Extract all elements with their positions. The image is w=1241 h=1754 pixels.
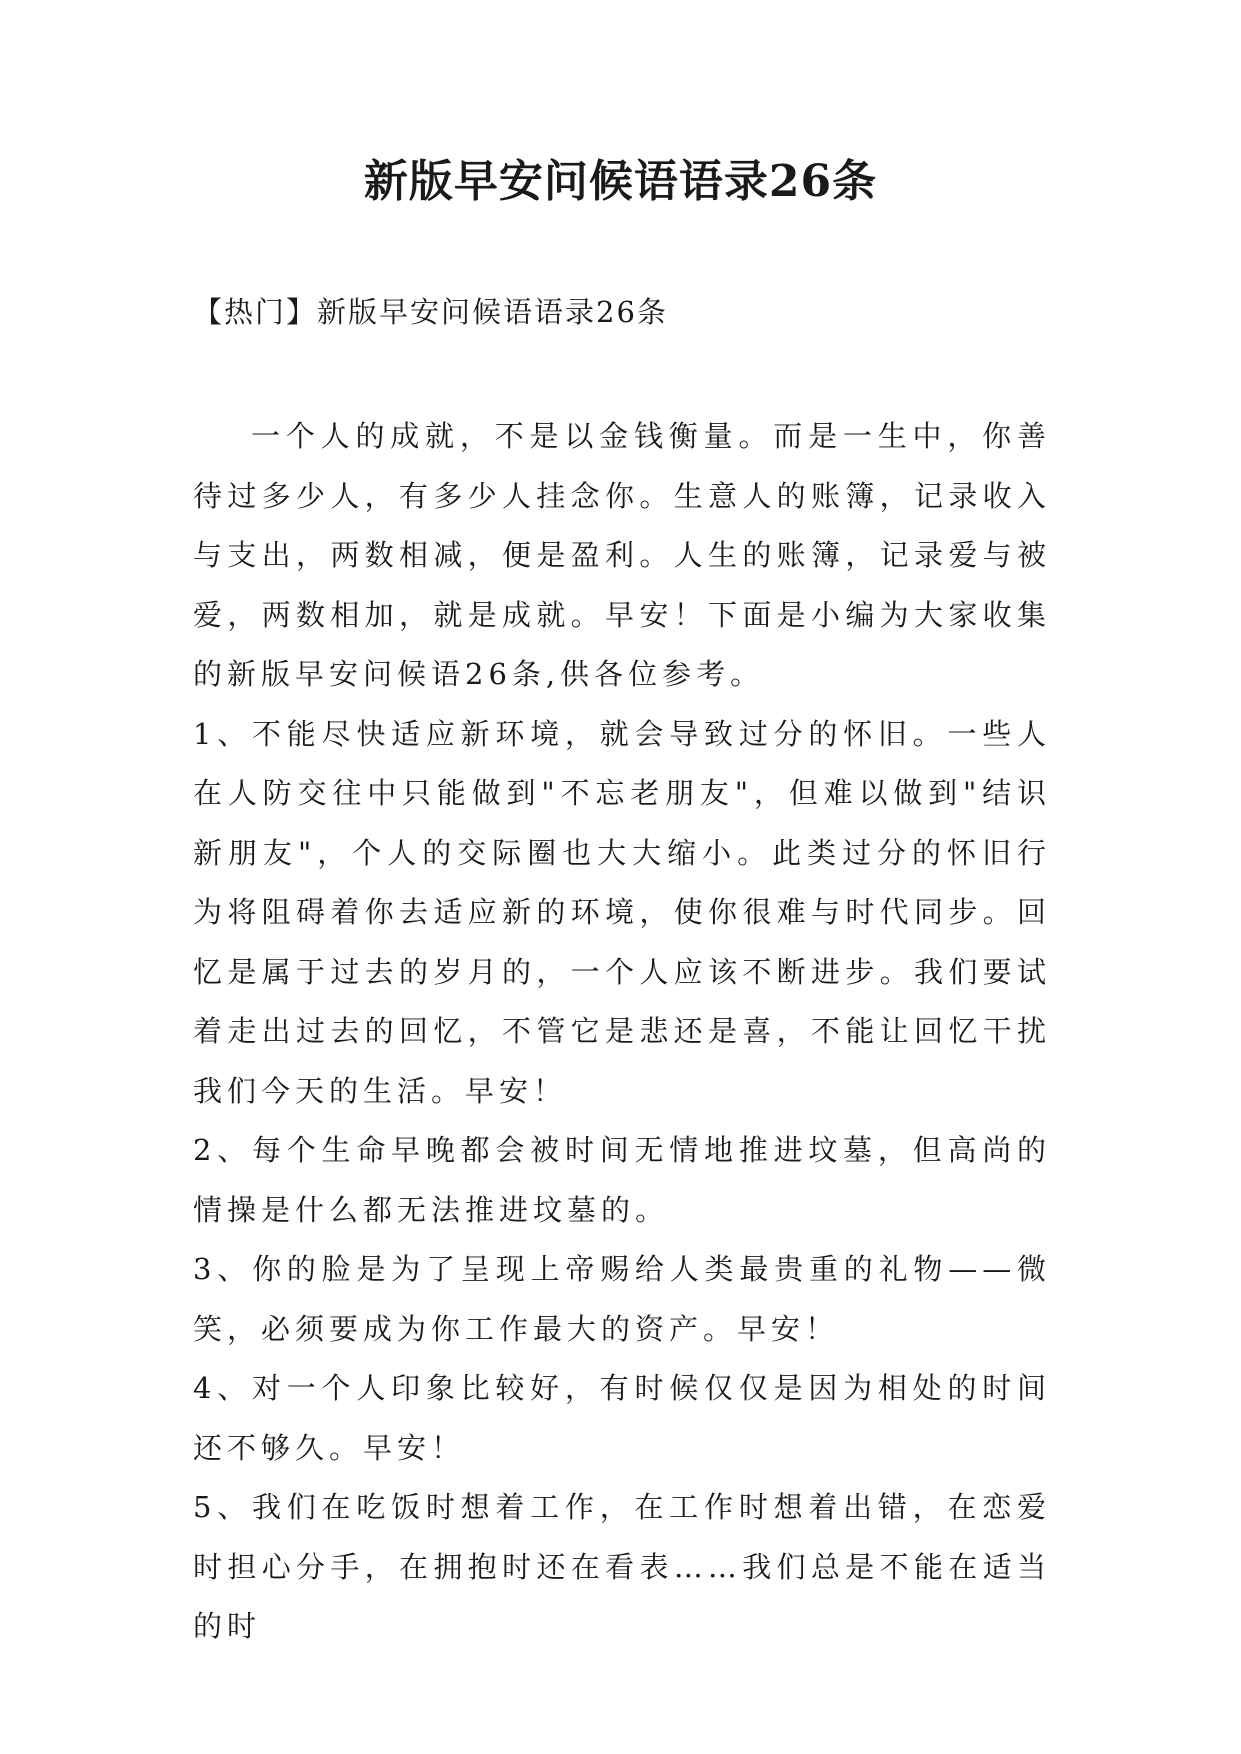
list-item-4: 4、对一个人印象比较好，有时候仅仅是因为相处的时间还不够久。早安！ [193, 1371, 1051, 1465]
document-body [193, 407, 1051, 1657]
list-item-3: 3、你的脸是为了呈现上帝赐给人类最贵重的礼物——微笑，必须要成为你工作最大的资产。早安！ [193, 1252, 1051, 1346]
document-subtitle: 【热门】新版早安问候语语录26条 [193, 295, 668, 329]
list-item-5: 5、我们在吃饭时想着工作，在工作时想着出错，在恋爱时担心分手，在拥抱时还在看表……我们总是不能在适当的时 [193, 1490, 1051, 1643]
list-item-2: 2、每个生命早晚都会被时间无情地推进坟墓，但高尚的情操是什么都无法推进坟墓的。 [193, 1133, 1051, 1227]
list-item-1: 1、不能尽快适应新环境，就会导致过分的怀旧。一些人在人防交往中只能做到"不忘老朋友"，但难以做到"结识新朋友"，个人的交际圈也大大缩小。此类过分的怀旧行为将阻碍着你去适应新的环境，使你很难与时代同步。回忆是属于过去的岁月的，一个人应该不断进步。我们要试着走出过去的回忆，不管它是悲还是喜，不能让回忆干扰我们今天的生活。早安！ [193, 716, 1051, 1108]
intro-paragraph: 一个人的成就，不是以金钱衡量。而是一生中，你善待过多少人，有多少人挂念你。生意人的账簿，记录收入与支出，两数相减，便是盈利。人生的账簿，记录爱与被爱，两数相加，就是成就。早安！下面是小编为大家收集的新版早安问候语26条,供各位参考。 [193, 419, 1051, 691]
document-title: 新版早安问候语语录26条 [363, 156, 878, 207]
